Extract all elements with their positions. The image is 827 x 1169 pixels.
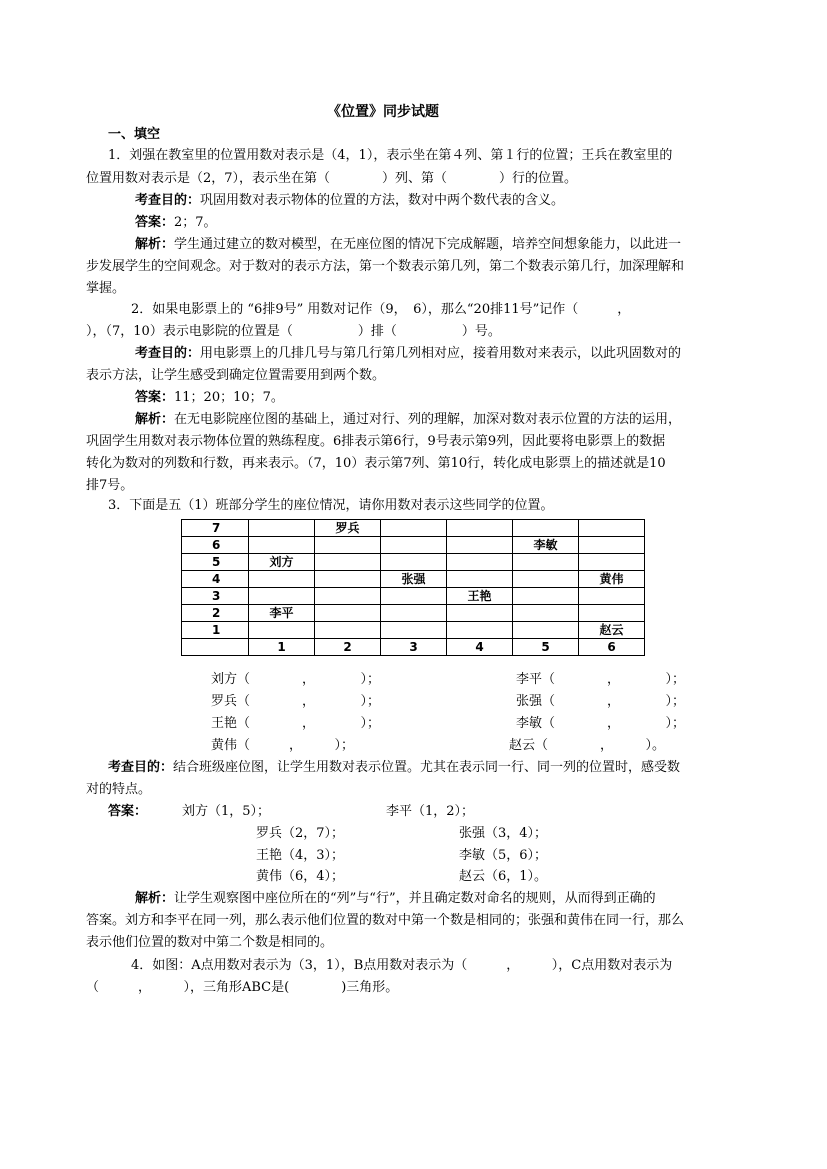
grid-cell <box>315 537 381 554</box>
row-label: 5 <box>182 554 249 571</box>
q3-answer-6: 李敏（5，6）； <box>459 848 548 863</box>
column-label: 1 <box>249 639 315 656</box>
aim-label: 考查目的： <box>135 346 201 361</box>
grid-cell <box>579 605 645 622</box>
q2-answer <box>135 389 284 407</box>
grid-cell <box>381 605 447 622</box>
q2-explanation-1 <box>135 411 681 429</box>
grid-cell: 李敏 <box>513 537 579 554</box>
explanation-label: 解析： <box>135 237 175 252</box>
aim-text: 结合班级座位图，让学生用数对表示位置。尤其在表示同一行、同一列的位置时，感受数 <box>173 760 681 775</box>
q3-answer-5: 王艳（4，3）； <box>256 848 345 863</box>
grid-cell <box>513 520 579 537</box>
grid-cell: 赵云 <box>579 622 645 639</box>
q1-aim <box>135 192 564 210</box>
grid-cell <box>249 622 315 639</box>
grid-cell <box>579 537 645 554</box>
explanation-label: 解析： <box>135 412 175 427</box>
q3-explanation-3: 表示他们位置的数对中第二个数是相同的。 <box>86 935 334 950</box>
column-label: 3 <box>381 639 447 656</box>
grid-cell <box>447 554 513 571</box>
grid-cell <box>249 520 315 537</box>
q3-answer-3: 罗兵（2，7）； <box>256 826 345 841</box>
grid-cell <box>249 588 315 605</box>
grid-cell <box>513 605 579 622</box>
q3-answer-4: 张强（3，4）； <box>459 826 548 841</box>
grid-cell <box>513 571 579 588</box>
q3-blank-1: 刘方（ ， ）； <box>211 672 381 687</box>
q3-answer-2: 李平（1，2）； <box>386 804 475 819</box>
grid-cell <box>579 554 645 571</box>
grid-cell: 刘方 <box>249 554 315 571</box>
explanation-text: 让学生观察图中座位所在的“列”与“行”，并且确定数对命名的规则，从而得到正确的 <box>174 891 656 906</box>
q3-blank-4: 张强（ ， ）； <box>516 694 686 709</box>
grid-cell <box>447 520 513 537</box>
grid-row <box>182 537 645 554</box>
aim-label: 考查目的： <box>135 193 201 208</box>
q2-explanation-4: 排7号。 <box>86 478 134 493</box>
grid-cell <box>513 588 579 605</box>
grid-row <box>182 520 645 537</box>
grid-cell <box>249 537 315 554</box>
q1-line-1: 1．刘强在教室里的位置用数对表示是（4，1），表示坐在第４列、第１行的位置；王兵在教室里的 <box>108 148 673 163</box>
q2-aim-2: 表示方法，让学生感受到确定位置需要用到两个数。 <box>86 368 386 383</box>
grid-cell <box>447 571 513 588</box>
q1-explanation-2: 步发展学生的空间观念。对于数对的表示方法，第一个数表示第几列，第二个数表示第几行，加深理解和 <box>86 259 685 274</box>
row-label: 2 <box>182 605 249 622</box>
q2-explanation-2: 巩固学生用数对表示物体位置的熟练程度。6排表示第6行，9号表示第9列，因此要将电影票上的数据 <box>86 434 666 449</box>
grid-cell <box>315 605 381 622</box>
grid-cell <box>381 554 447 571</box>
q3-blank-2: 李平（ ， ）； <box>516 672 686 687</box>
q3-answer-label: 答案： <box>108 804 148 819</box>
q2-line-2: ），（7，10）表示电影院的位置是（ ）排（ ）号。 <box>86 324 501 339</box>
q3-blank-5: 王艳（ ， ）； <box>211 716 381 731</box>
q3-answer-1: 刘方（1，5）； <box>182 804 271 819</box>
grid-cell <box>381 537 447 554</box>
q3-blank-7: 黄伟（ ， ）； <box>211 738 355 753</box>
row-label: 1 <box>182 622 249 639</box>
grid-row <box>182 622 645 639</box>
grid-cell <box>381 520 447 537</box>
aim-text: 用电影票上的几排几号与第几行第几列相对应，接着用数对来表示，以此巩固数对的 <box>200 346 682 361</box>
q2-line-1: 2．如果电影票上的 “6排9号” 用数对记作（9， 6），那么“20排11号”记作（ ， <box>131 302 631 317</box>
q3-blank-3: 罗兵（ ， ）； <box>211 694 381 709</box>
grid-cell: 罗兵 <box>315 520 381 537</box>
explanation-text: 在无电影院座位图的基础上，通过对行、列的理解，加深对数对表示位置的方法的运用， <box>174 412 682 427</box>
grid-row <box>182 571 645 588</box>
row-label: 6 <box>182 537 249 554</box>
column-label: 6 <box>579 639 645 656</box>
answer-label: 答案： <box>135 215 175 230</box>
column-label: 2 <box>315 639 381 656</box>
grid-cell <box>579 588 645 605</box>
grid-cell <box>381 588 447 605</box>
grid-cell <box>447 537 513 554</box>
q4-line-2: （ ， ），三角形ABC是( )三角形。 <box>86 980 399 995</box>
grid-cell <box>579 520 645 537</box>
explanation-text: 学生通过建立的数对模型，在无座位图的情况下完成解题，培养空间想象能力，以此进一 <box>174 237 682 252</box>
column-label: 4 <box>447 639 513 656</box>
grid-cell <box>381 622 447 639</box>
grid-cell <box>513 622 579 639</box>
q1-explanation-3: 掌握。 <box>86 281 126 296</box>
grid-cell: 黄伟 <box>579 571 645 588</box>
answer-text: 11；20；10；7。 <box>174 390 284 405</box>
row-label: 3 <box>182 588 249 605</box>
column-label-row <box>182 639 645 656</box>
grid-corner <box>182 639 249 656</box>
q3-aim-1 <box>108 759 680 777</box>
q3-blank-6: 李敏（ ， ）； <box>516 716 686 731</box>
grid-row <box>182 588 645 605</box>
q3-explanation-2: 答案。刘方和李平在同一列，那么表示他们位置的数对中第一个数是相同的；张强和黄伟在同一行，那么 <box>86 913 685 928</box>
row-label: 7 <box>182 520 249 537</box>
answer-label: 答案： <box>135 390 175 405</box>
explanation-label: 解析： <box>135 891 175 906</box>
grid-cell: 张强 <box>381 571 447 588</box>
answer-text: 2；7。 <box>174 215 217 230</box>
grid-row <box>182 554 645 571</box>
q2-explanation-3: 转化为数对的列数和行数，再来表示。（7，10）表示第7列、第10行，转化成电影票上的描述就是10 <box>86 456 666 471</box>
grid-cell <box>315 622 381 639</box>
grid-cell: 王艳 <box>447 588 513 605</box>
q3-explanation-1 <box>135 890 656 908</box>
section-heading: 一、填空 <box>108 127 161 142</box>
q1-explanation-1 <box>135 236 681 254</box>
q4-line-1: 4．如图：A点用数对表示为（3，1），B点用数对表示为（ ， ），C点用数对表示为 <box>131 958 673 973</box>
grid-cell <box>315 571 381 588</box>
grid-cell <box>447 605 513 622</box>
q1-answer <box>135 214 217 232</box>
grid-cell: 李平 <box>249 605 315 622</box>
grid-cell <box>447 622 513 639</box>
aim-text: 巩固用数对表示物体的位置的方法，数对中两个数代表的含义。 <box>200 193 565 208</box>
aim-label: 考查目的： <box>108 760 174 775</box>
grid-cell <box>315 588 381 605</box>
q1-line-2: 位置用数对表示是（2，7），表示坐在第（ ）列、第（ ）行的位置。 <box>86 171 578 186</box>
grid-cell <box>513 554 579 571</box>
q3-answer-7: 黄伟（6，4）； <box>256 869 345 884</box>
grid-cell <box>315 554 381 571</box>
q2-aim-1 <box>135 345 681 363</box>
q3-line-1: 3．下面是五（1）班部分学生的座位情况，请你用数对表示这些同学的位置。 <box>108 498 554 513</box>
row-label: 4 <box>182 571 249 588</box>
column-label: 5 <box>513 639 579 656</box>
seating-grid <box>181 519 645 656</box>
q3-aim-2: 对的特点。 <box>86 782 152 797</box>
page-title: 《位置》同步试题 <box>327 104 439 120</box>
grid-row <box>182 605 645 622</box>
q3-blank-8: 赵云（ ， ）。 <box>509 738 666 753</box>
grid-cell <box>249 571 315 588</box>
q3-answer-8: 赵云（6，1）。 <box>459 869 548 884</box>
